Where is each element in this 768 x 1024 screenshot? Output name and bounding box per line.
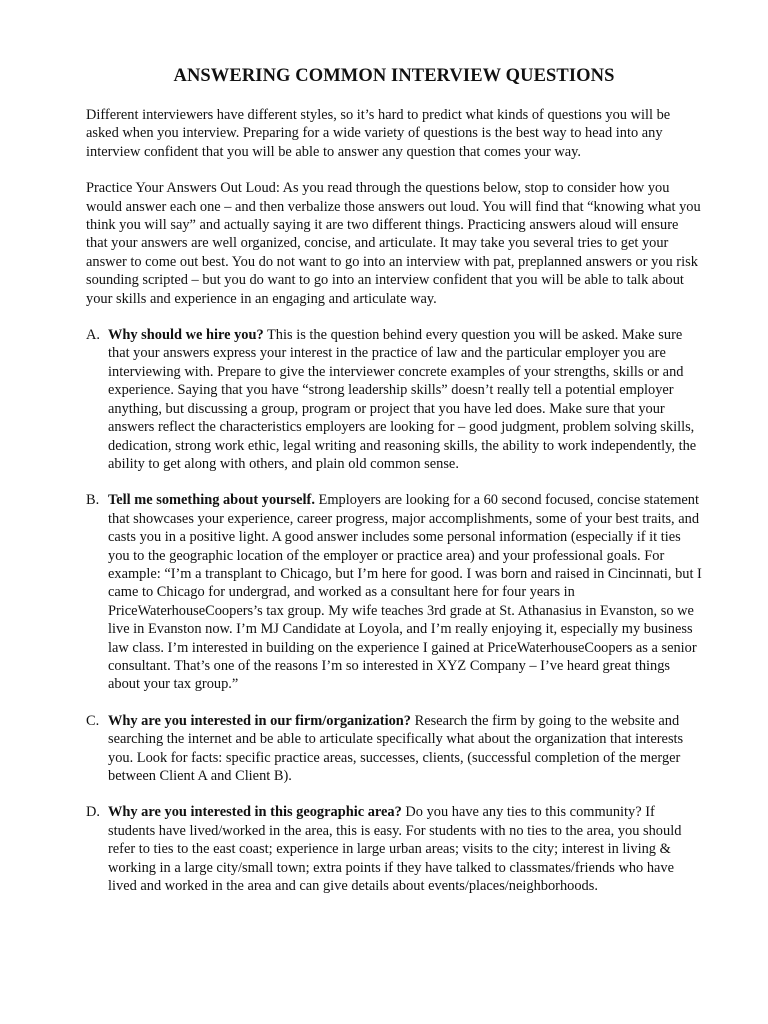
question-letter: A. [86, 327, 100, 344]
question-item-a [86, 326, 702, 473]
intro-paragraph: Different interviewers have different styles, so it’s hard to predict what kinds of questions you will be asked when you interview. Preparing for a wide variety of questions is the best way to head into any interview confident that you will be able to answer any question that comes your way. [86, 107, 671, 160]
practice-paragraph: Practice Your Answers Out Loud: As you read through the questions below, stop to consider how you would answer each one – and then verbalize those answers out loud. You will find that “knowing what you think you will say” and actually saying it are two different things. Practicing answers aloud will ensure that your answers are well organized, concise, and articulate. It may take you several tries to get your answer to come out best. You do not want to go into an interview with pat, preplanned answers or you risk sounding scripted – but you do want to go into an interview confident that you will be able to talk about your skills and experience in an engaging and articulate way. [86, 180, 701, 307]
question-letter: D. [86, 804, 100, 821]
document-page [86, 64, 702, 913]
question-letter: C. [86, 712, 100, 729]
question-body: Do you have any ties to this community? If students have lived/worked in the area, this is easy. For students with no ties to the area, you should refer to ties to the east coast; experience in large urban areas; visits to the city; interest in living & working in a large city/small town; extra points if they have talked to classmates/friends who have lived and worked in the area and can give details about events/places/neighborhoods. [108, 804, 682, 895]
question-body: Research the firm by going to the website and searching the internet and be able to articulate specifically what about the organization that interests you. Look for facts: specific practice areas, successes, clients, (successful completion of the merger between Client A and Client B). [108, 712, 684, 784]
question-item-d [86, 803, 702, 895]
question-item-b [86, 491, 702, 693]
page-title: ANSWERING COMMON INTERVIEW QUESTIONS [173, 66, 615, 86]
question-body: Employers are looking for a 60 second focused, concise statement that showcases your experience, career progress, major accomplishments, some of your best traits, and casts you in a positive light. A good answer includes some personal information (especially if it ties you to the geographic location of the employer or practice area) and your professional goals. For example: “I’m a transplant to Chicago, but I’m here for good. I was born and raised in Cincinnati, but I came to Chicago for undergrad, and worked as a consultant here for four years in PriceWaterhouseCoopers’s tax group. My wife teaches 3rd grade at St. Athanasius in Evanston, so we live in Evanston now. I’m MJ Candidate at Loyola, and I’m really enjoying it, especially my business law class. I’m interested in building on the experience I gained at PriceWaterhouseCoopers as a senior consultant. That’s one of the reasons I’m so interested in XYZ Company – I’ve heard great things about your tax group.” [108, 492, 702, 693]
question-title: Why are you interested in this geographic area? [108, 804, 402, 821]
question-letter: B. [86, 492, 100, 509]
question-title: Why are you interested in our firm/organization? [108, 712, 411, 729]
question-list [86, 326, 702, 895]
question-title: Why should we hire you? [108, 327, 264, 344]
question-item-c [86, 712, 702, 786]
question-body: This is the question behind every question you will be asked. Make sure that your answers express your interest in the practice of law and the particular employer you are interviewing with. Prepare to give the interviewer concrete examples of your strengths, skills or and experience. Saying that you have “strong leadership skills” doesn’t really tell a potential employer anything, but discussing a group, program or project that you have led does. Make sure that your answers reflect the characteristics employers are looking for – good judgment, problem solving skills, dedication, strong work ethic, legal writing and reasoning skills, the ability to work independently, the ability to get along with others, and plain old common sense. [108, 327, 697, 472]
question-title: Tell me something about yourself. [108, 492, 315, 509]
